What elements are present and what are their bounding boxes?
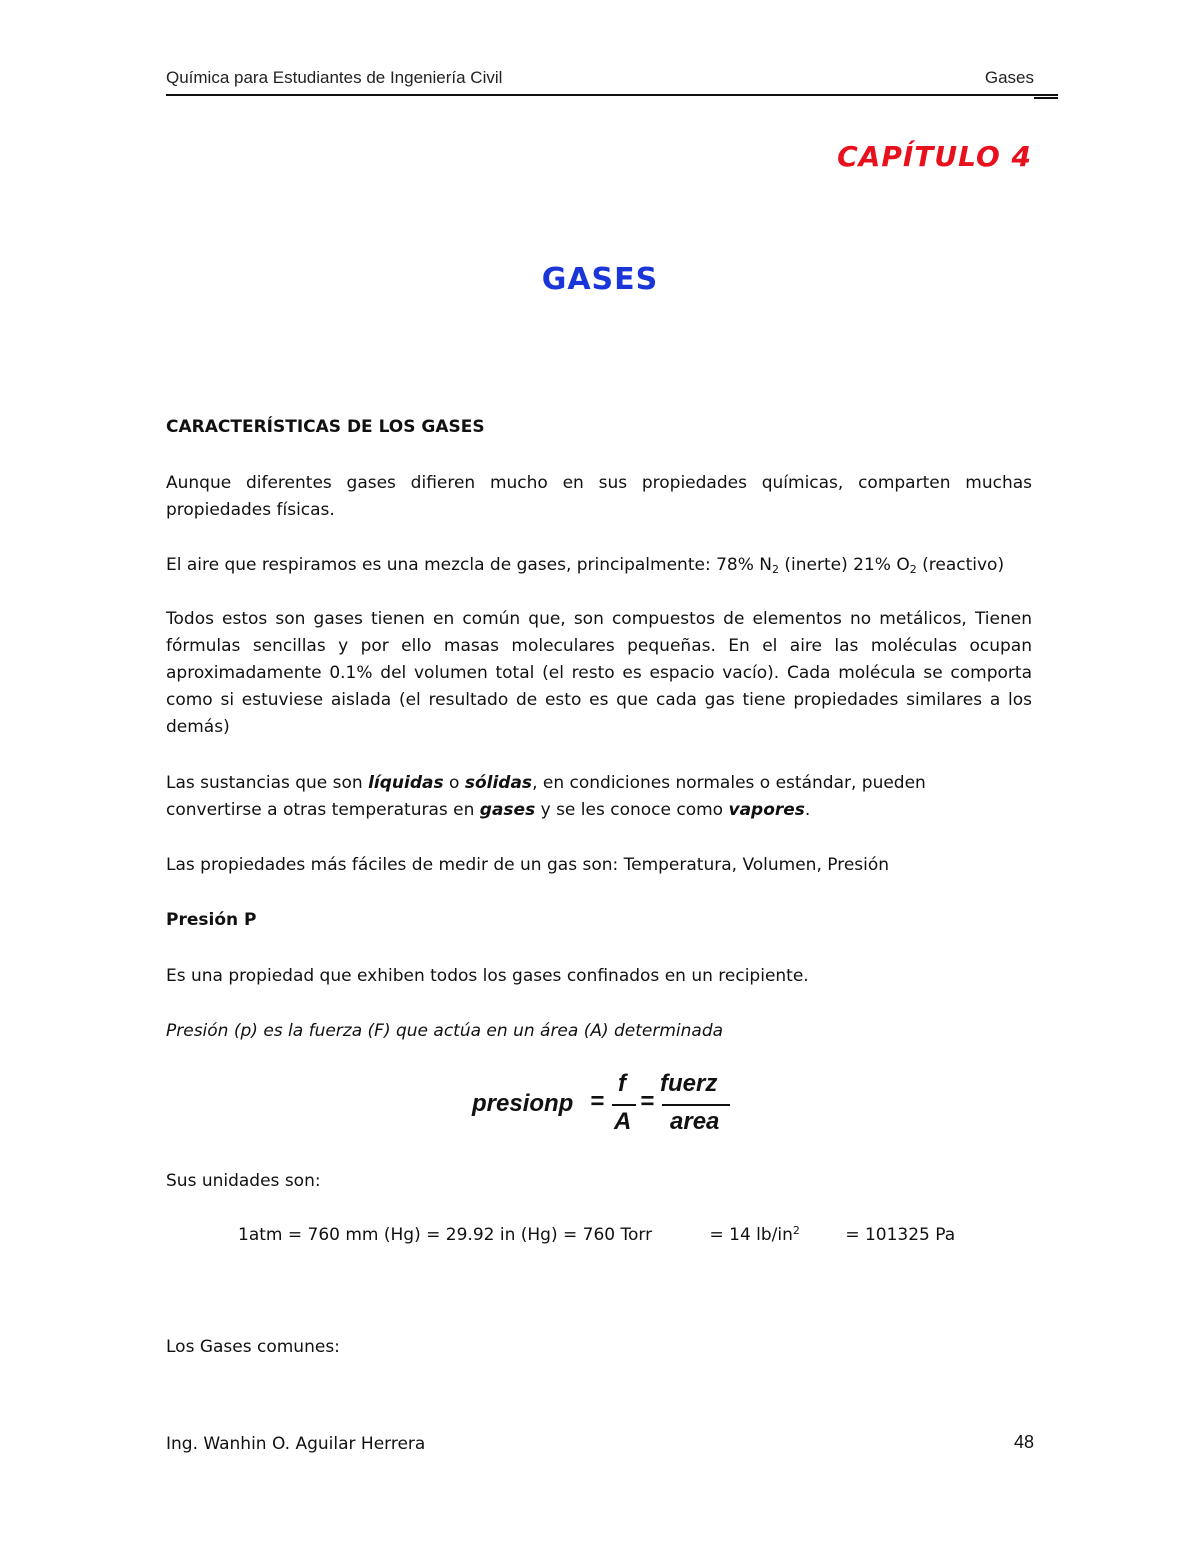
section-title: CARACTERÍSTICAS DE LOS GASES [166,417,485,437]
header-rule [166,94,1058,96]
paragraph-common-gases: Los Gases comunes: [166,1337,340,1357]
paragraph-states [166,770,1032,824]
paragraph-pressure-formula-intro: Presión (p) es la fuerza (F) que actúa en un área (A) determinada [166,1021,724,1041]
units-part-c: = 101325 Pa [845,1225,956,1245]
running-header-left: Química para Estudiantes de Ingeniería Civil [166,68,503,87]
states-text-b: o [443,773,465,793]
paragraph-pressure-definition: Es una propiedad que exhiben todos los gases confinados en un recipiente. [166,966,809,986]
formula-frac2-denominator: area [670,1108,720,1135]
air-text-c: (reactivo) [916,555,1005,575]
paragraph-units-intro: Sus unidades son: [166,1171,321,1191]
running-header-right: Gases [984,68,1034,87]
chapter-label: CAPÍTULO 4 [837,140,1032,173]
states-text-c: , en condiciones normales o estándar, pueden [532,773,926,793]
units-part-b-superscript: 2 [792,1224,800,1237]
footer-author: Ing. Wanhin O. Aguilar Herrera [166,1434,426,1454]
page-title: GASES [541,262,659,297]
term-solidas: sólidas [464,773,533,793]
subheading-presion: Presión P [166,910,257,930]
formula-equals-1: = [590,1088,605,1115]
units-part-b: = 14 lb/in [709,1225,793,1245]
header-rule-tail [1034,97,1058,99]
n2-subscript: 2 [772,563,779,576]
states-text-d: convertirse a otras temperaturas en [166,800,480,820]
paragraph-measurable-properties: Las propiedades más fáciles de medir de un gas son: Temperatura, Volumen, Presión [166,855,890,875]
units-part-a: 1atm = 760 mm (Hg) = 29.92 in (Hg) = 760 Torr [238,1225,653,1245]
o2-subscript: 2 [909,563,917,576]
states-text-a: Las sustancias que son [166,773,369,793]
paragraph-intro: Aunque diferentes gases difieren mucho en sus propiedades químicas, comparten muchas propiedades físicas. [166,473,1032,520]
paragraph-air-composition [166,552,1032,583]
paragraph-gas-properties: Todos estos son gases tienen en común que, son compuestos de elementos no metálicos, Tienen fórmulas sencillas y por ello masas moleculares pequeñas. En el aire las moléculas ocupan aproximadamente 0.1% del volumen total (el resto es espacio vacío). Cada molécula se comporta como si estuviese aislada (el resultado de esto es que cada gas tiene propiedades similares a los demás) [166,609,1032,737]
formula-equals-2: = [640,1088,655,1115]
formula-frac2-bar [662,1104,730,1106]
formula-frac1-bar [612,1104,636,1106]
term-vapores: vapores [728,800,805,820]
air-text-b: (inerte) 21% O [779,555,910,575]
formula-lhs: presionp [472,1090,574,1117]
states-text-e: y se les conoce como [535,800,729,820]
term-gases: gases [479,800,536,820]
formula-frac1-numerator: f [618,1070,626,1097]
term-liquidas: líquidas [368,773,444,793]
page-number: 48 [1013,1432,1034,1452]
formula-frac1-denominator: A [614,1108,632,1135]
units-equivalence [238,1224,955,1245]
pressure-formula [472,1068,772,1140]
air-text-a: El aire que respiramos es una mezcla de gases, principalmente: 78% N [166,555,772,575]
formula-frac2-numerator: fuerz [660,1070,718,1097]
states-text-f: . [804,800,811,820]
